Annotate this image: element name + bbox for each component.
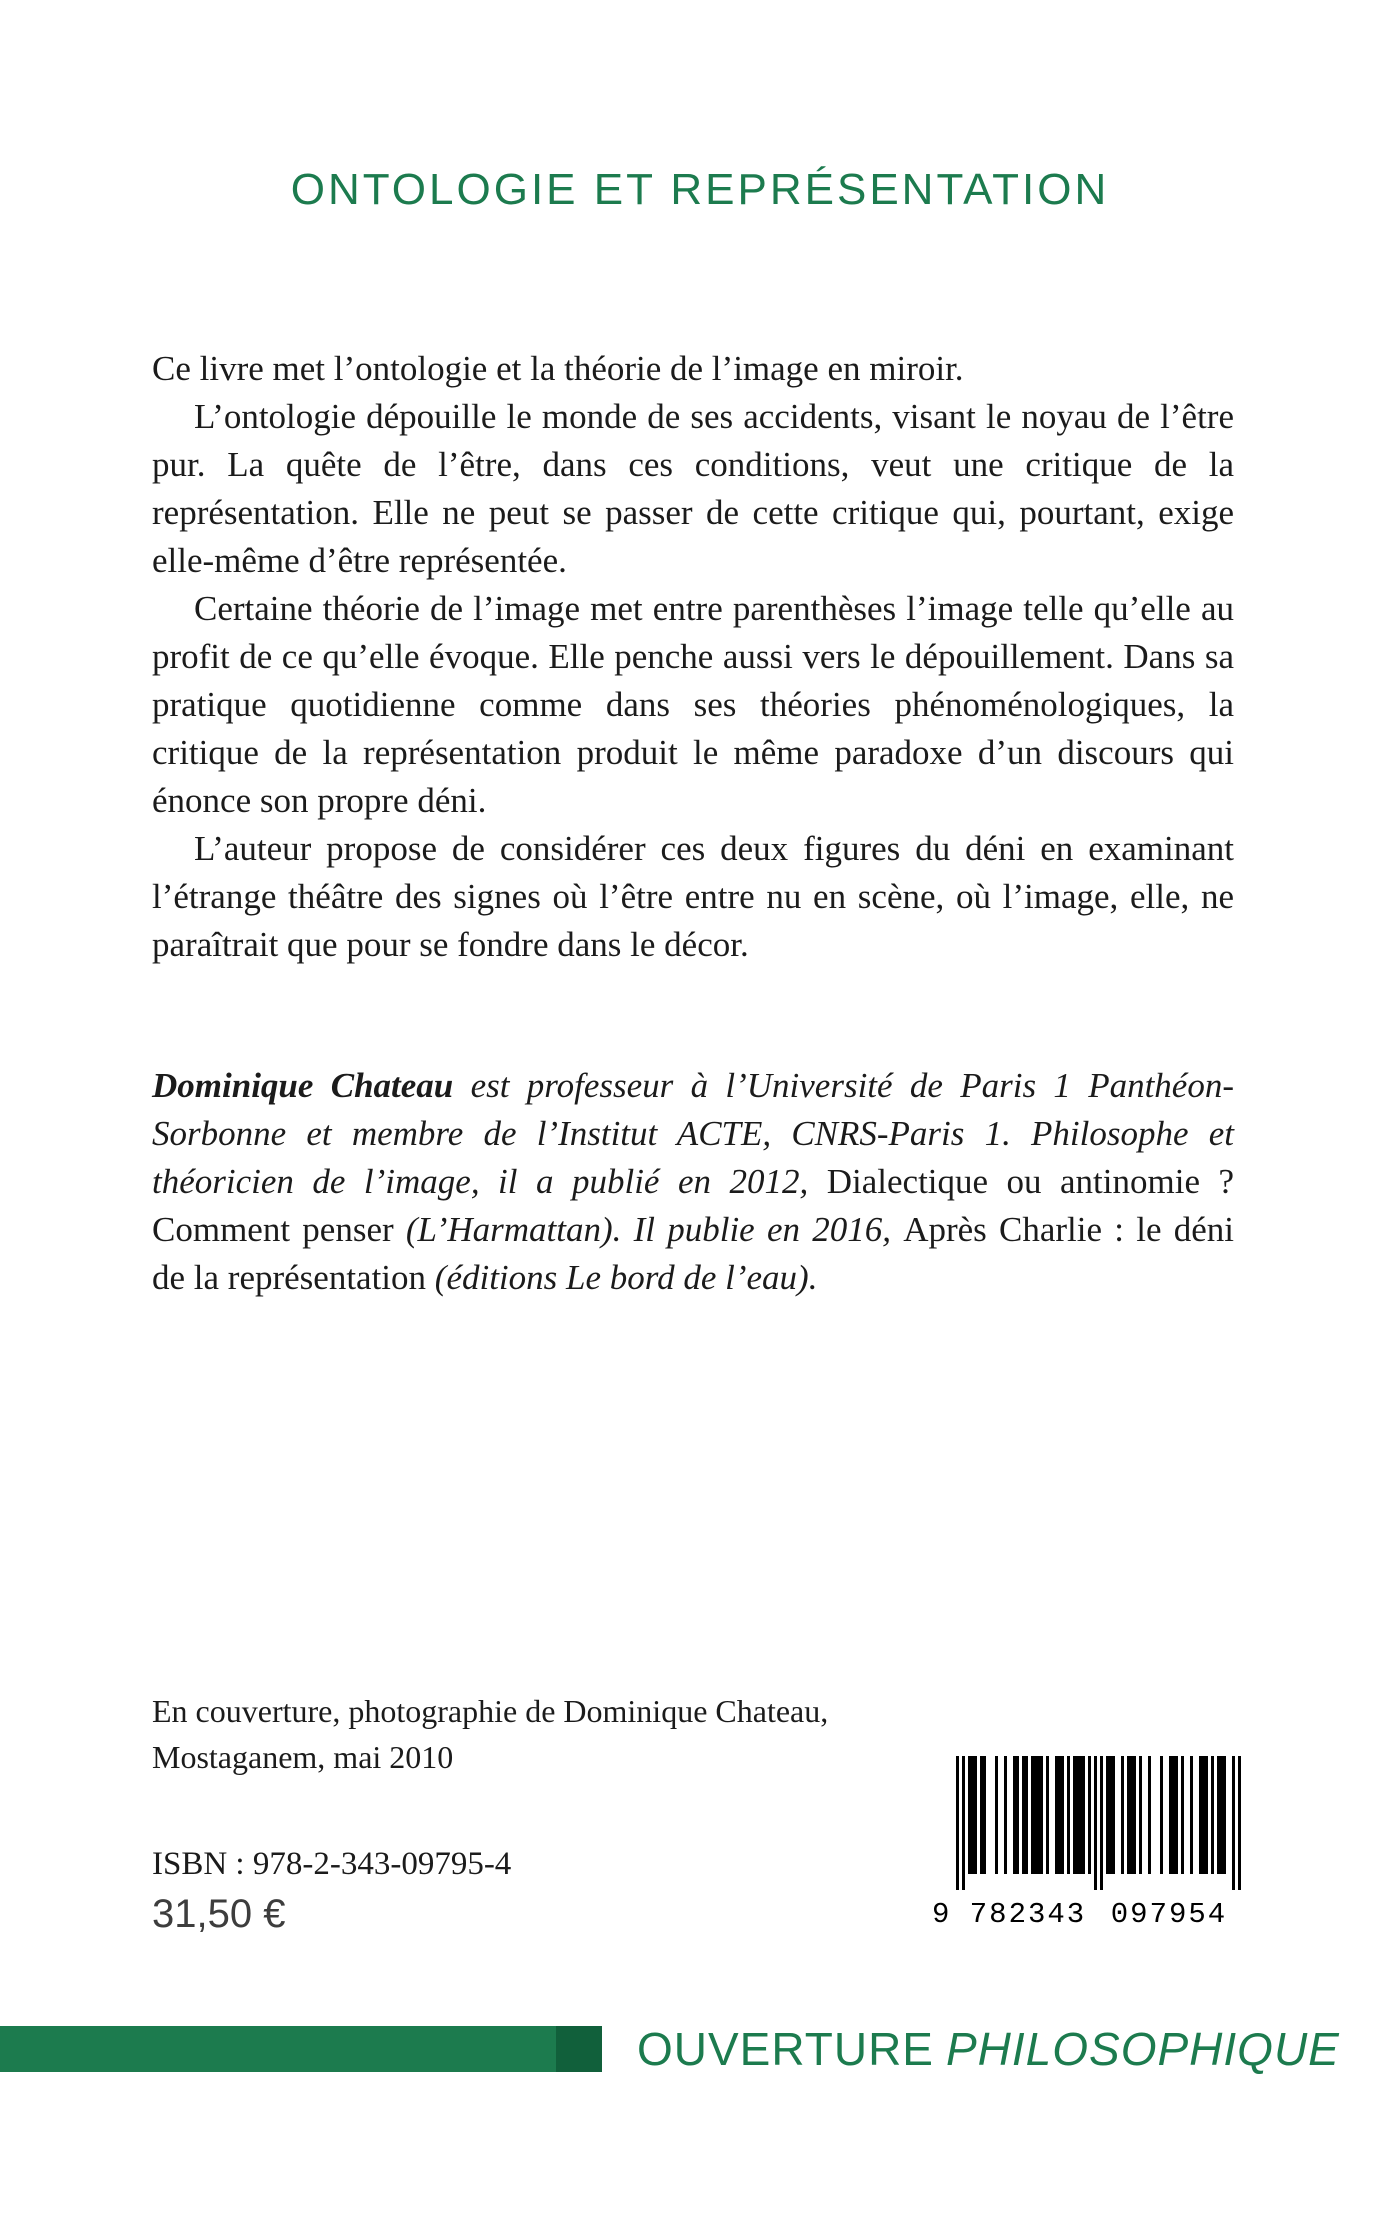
isbn-text: ISBN : 978-2-343-09795-4 <box>152 1846 512 1882</box>
collection-title <box>637 2023 1340 2075</box>
price-text: 31,50 € <box>152 1892 286 1936</box>
footer-dark-square <box>556 2026 602 2072</box>
cover-credit-line: Mostaganem, mai 2010 <box>152 1739 454 1775</box>
collection-word-1: OUVERTURE <box>637 2023 934 2075</box>
author-bio <box>152 1062 1234 1302</box>
bio-segment: (L’Harmattan). Il publie en 2016, <box>405 1210 904 1249</box>
synopsis-paragraph: Certaine théorie de l’image met entre parenthèses l’image telle qu’elle au profit de ce qu’elle évoque. Elle penche aussi vers le dépouillement. Dans sa pratique quotidienne comme dans ses théories phénoménologiques, la critique de la représentation produit le même paradoxe d’un discours qui énonce son propre déni. <box>152 589 1234 820</box>
author-name: Dominique Chateau <box>152 1066 454 1105</box>
page-title: ONTOLOGIE ET REPRÉSENTATION <box>290 165 1110 214</box>
synopsis-paragraph: L’ontologie dépouille le monde de ses accidents, visant le noyau de l’être pur. La quête de l’être, dans ces conditions, veut une critique de la représentation. Elle ne peut se passer de cette critique qui, pourtant, exige elle-même d’être représentée. <box>152 397 1234 580</box>
bio-segment: est professeur à l’Université de Paris 1 Panthéon-Sorbonne et membre de l’Institut ACTE, CNRS-Paris 1. Philosophe et théoricien de l’image, il a publié en 2012, <box>152 1066 1234 1201</box>
synopsis-paragraph: L’auteur propose de considérer ces deux figures du déni en examinant l’étrange théâtre des signes où l’être entre nu en scène, où l’image, elle, ne paraîtrait que pour se fondre dans le décor. <box>152 829 1234 964</box>
synopsis <box>152 345 1234 969</box>
bio-segment: (éditions Le bord de l’eau). <box>434 1258 818 1297</box>
footer-green-band <box>0 2026 602 2072</box>
collection-footer <box>0 2023 1400 2075</box>
barcode-digits-right: 097954 <box>1110 1898 1228 1928</box>
synopsis-paragraph: Ce livre met l’ontologie et la théorie de l’image en miroir. <box>152 349 964 388</box>
bio-book-title: Dialectique ou antinomie ? Comment penser <box>152 1162 1235 1249</box>
barcode-digits-left: 782343 <box>969 1898 1087 1928</box>
cover-credit <box>152 1688 828 1780</box>
cover-credit-line: En couverture, photographie de Dominique Chateau, <box>152 1693 829 1729</box>
barcode-digit-first: 9 <box>932 1898 952 1928</box>
bio-book-title: Après Charlie : le déni de la représentation <box>152 1210 1234 1297</box>
barcode-svg <box>930 1756 1242 1928</box>
collection-word-2: PHILOSOPHIQUE <box>945 2023 1340 2075</box>
ean-barcode <box>930 1756 1242 1928</box>
